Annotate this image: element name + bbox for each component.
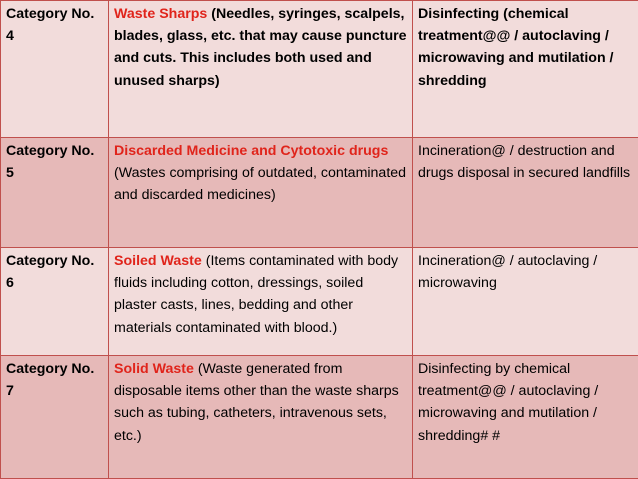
waste-description: (Needles, syringes, scalpels, blades, glass, etc. that may cause puncture and cuts. This includes both used and unused sharps) <box>114 6 407 89</box>
waste-description-cell <box>109 248 413 356</box>
waste-title: Solid Waste <box>114 361 194 377</box>
category-cell <box>1 356 109 479</box>
category-label: Category No. 4 <box>6 6 94 44</box>
treatment-text: Disinfecting by chemical treatment@@ / autoclaving / microwaving and mutilation / shredding# # <box>418 361 598 444</box>
waste-title: Discarded Medicine and Cytotoxic drugs <box>114 143 388 159</box>
table-row <box>1 248 638 356</box>
waste-title: Waste Sharps <box>114 6 207 22</box>
waste-description-cell <box>109 138 413 248</box>
table-row <box>1 138 638 248</box>
category-label: Category No. 7 <box>6 361 94 399</box>
treatment-text: Disinfecting (chemical treatment@@ / autoclaving / microwaving and mutilation / shredding <box>418 6 614 89</box>
category-cell <box>1 1 109 138</box>
treatment-cell <box>413 1 638 138</box>
category-cell <box>1 248 109 356</box>
waste-description: (Items contaminated with body fluids including cotton, dressings, soiled plaster casts, lines, bedding and other materials contaminated with blood.) <box>114 253 398 336</box>
table-row <box>1 1 638 138</box>
treatment-text: Incineration@ / autoclaving / microwaving <box>418 253 597 291</box>
treatment-cell <box>413 138 638 248</box>
category-label: Category No. 5 <box>6 143 94 181</box>
category-cell <box>1 138 109 248</box>
treatment-cell <box>413 356 638 479</box>
table-row <box>1 356 638 479</box>
waste-description-cell <box>109 1 413 138</box>
waste-description: (Wastes comprising of outdated, contaminated and discarded medicines) <box>114 165 406 203</box>
treatment-cell <box>413 248 638 356</box>
treatment-text: Incineration@ / destruction and drugs disposal in secured landfills <box>418 143 630 181</box>
waste-description: (Waste generated from disposable items other than the waste sharps such as tubing, catheters, intravenous sets, etc.) <box>114 361 399 444</box>
category-label: Category No. 6 <box>6 253 94 291</box>
waste-title: Soiled Waste <box>114 253 202 269</box>
waste-description-cell <box>109 356 413 479</box>
